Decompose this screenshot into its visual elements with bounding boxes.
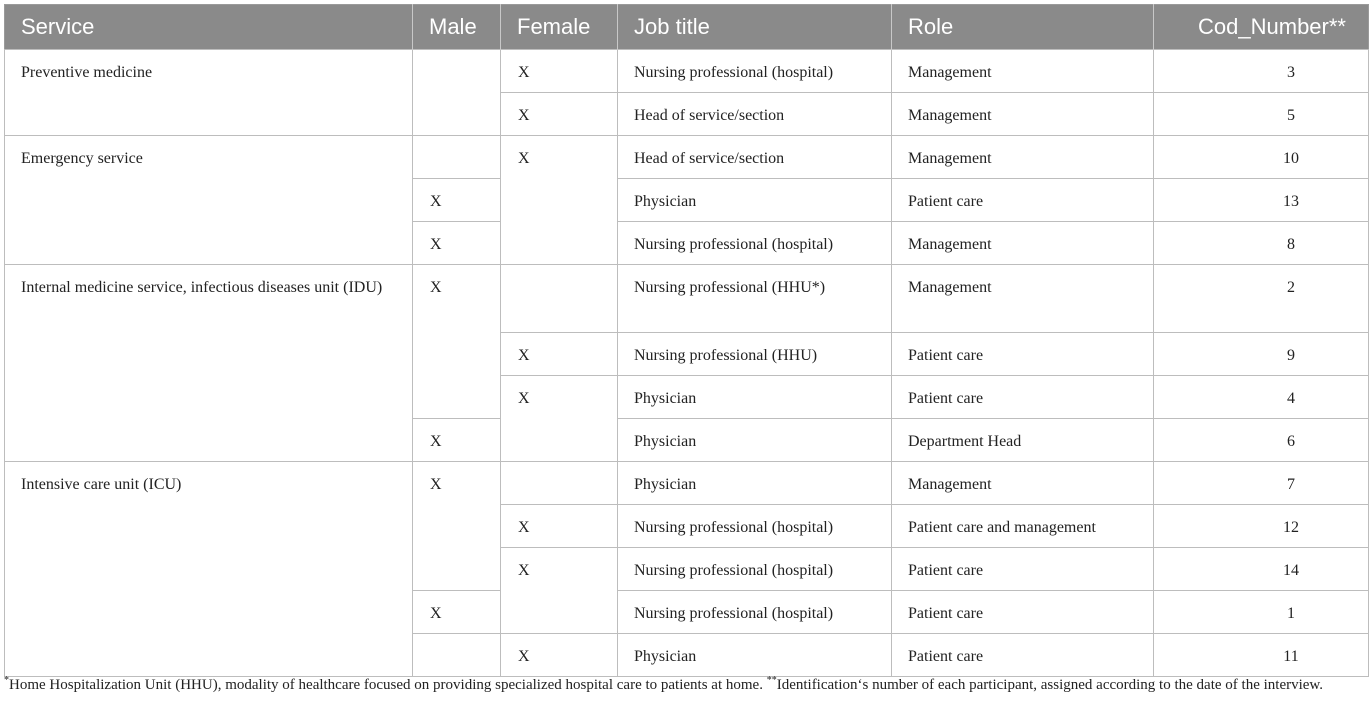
table-row	[5, 462, 1369, 505]
male-cell: X	[413, 265, 501, 419]
code-cell: 9	[1154, 333, 1369, 376]
footnote-marker-2: **	[766, 675, 777, 686]
service-cell: Preventive medicine	[5, 50, 413, 136]
female-cell: X	[501, 333, 618, 376]
header-service: Service	[5, 5, 413, 50]
female-cell: X	[501, 634, 618, 677]
code-cell: 10	[1154, 136, 1369, 179]
job-title-cell: Nursing professional (HHU*)	[618, 265, 892, 333]
table-footnote	[4, 670, 1368, 696]
table-row	[5, 50, 1369, 93]
code-cell: 6	[1154, 419, 1369, 462]
role-cell: Patient care and management	[892, 505, 1154, 548]
job-title-cell: Head of service/section	[618, 136, 892, 179]
role-cell: Patient care	[892, 333, 1154, 376]
male-cell: X	[413, 462, 501, 591]
code-cell: 4	[1154, 376, 1369, 419]
code-cell: 2	[1154, 265, 1369, 333]
footnote-text-1: Home Hospitalization Unit (HHU), modality of healthcare focused on providing specialized hospital care to patients at home.	[9, 677, 763, 693]
role-cell: Patient care	[892, 376, 1154, 419]
role-cell: Management	[892, 50, 1154, 93]
header-role: Role	[892, 5, 1154, 50]
job-title-cell: Nursing professional (hospital)	[618, 591, 892, 634]
job-title-cell: Physician	[618, 419, 892, 462]
footnote-marker-1: *	[4, 675, 9, 686]
role-cell: Patient care	[892, 548, 1154, 591]
table-row	[5, 136, 1369, 179]
role-cell: Management	[892, 265, 1154, 333]
female-cell: X	[501, 93, 618, 136]
male-cell	[413, 50, 501, 136]
female-cell: X	[501, 50, 618, 93]
code-cell: 14	[1154, 548, 1369, 591]
role-cell: Management	[892, 136, 1154, 179]
job-title-cell: Nursing professional (hospital)	[618, 505, 892, 548]
job-title-cell: Nursing professional (hospital)	[618, 548, 892, 591]
role-cell: Patient care	[892, 591, 1154, 634]
male-cell: X	[413, 419, 501, 462]
service-cell: Internal medicine service, infectious diseases unit (IDU)	[5, 265, 413, 462]
table-row	[5, 265, 1369, 333]
female-cell: X	[501, 505, 618, 548]
service-cell: Emergency service	[5, 136, 413, 265]
job-title-cell: Head of service/section	[618, 93, 892, 136]
job-title-cell: Nursing professional (HHU)	[618, 333, 892, 376]
male-cell: X	[413, 591, 501, 634]
code-cell: 13	[1154, 179, 1369, 222]
role-cell: Patient care	[892, 634, 1154, 677]
code-cell: 3	[1154, 50, 1369, 93]
participants-table-container	[4, 4, 1368, 677]
job-title-cell: Nursing professional (hospital)	[618, 50, 892, 93]
code-cell: 12	[1154, 505, 1369, 548]
female-cell: X	[501, 548, 618, 634]
female-cell: X	[501, 376, 618, 462]
job-title-cell: Nursing professional (hospital)	[618, 222, 892, 265]
role-cell: Patient care	[892, 179, 1154, 222]
role-cell: Department Head	[892, 419, 1154, 462]
job-title-cell: Physician	[618, 462, 892, 505]
male-cell: X	[413, 179, 501, 222]
code-cell: 11	[1154, 634, 1369, 677]
male-cell: X	[413, 222, 501, 265]
role-cell: Management	[892, 93, 1154, 136]
header-female: Female	[501, 5, 618, 50]
job-title-cell: Physician	[618, 376, 892, 419]
header-job-title: Job title	[618, 5, 892, 50]
male-cell	[413, 136, 501, 179]
participants-table	[4, 4, 1369, 677]
code-cell: 8	[1154, 222, 1369, 265]
footnote-text-2: Identification‘s number of each participant, assigned according to the date of the interview.	[776, 677, 1324, 693]
female-cell	[501, 462, 618, 505]
code-cell: 7	[1154, 462, 1369, 505]
code-cell: 1	[1154, 591, 1369, 634]
female-cell: X	[501, 136, 618, 265]
job-title-cell: Physician	[618, 179, 892, 222]
header-row	[5, 5, 1369, 50]
role-cell: Management	[892, 462, 1154, 505]
header-cod-number: Cod_Number**	[1154, 5, 1369, 50]
female-cell	[501, 265, 618, 333]
role-cell: Management	[892, 222, 1154, 265]
job-title-cell: Physician	[618, 634, 892, 677]
code-cell: 5	[1154, 93, 1369, 136]
service-cell: Intensive care unit (ICU)	[5, 462, 413, 677]
header-male: Male	[413, 5, 501, 50]
